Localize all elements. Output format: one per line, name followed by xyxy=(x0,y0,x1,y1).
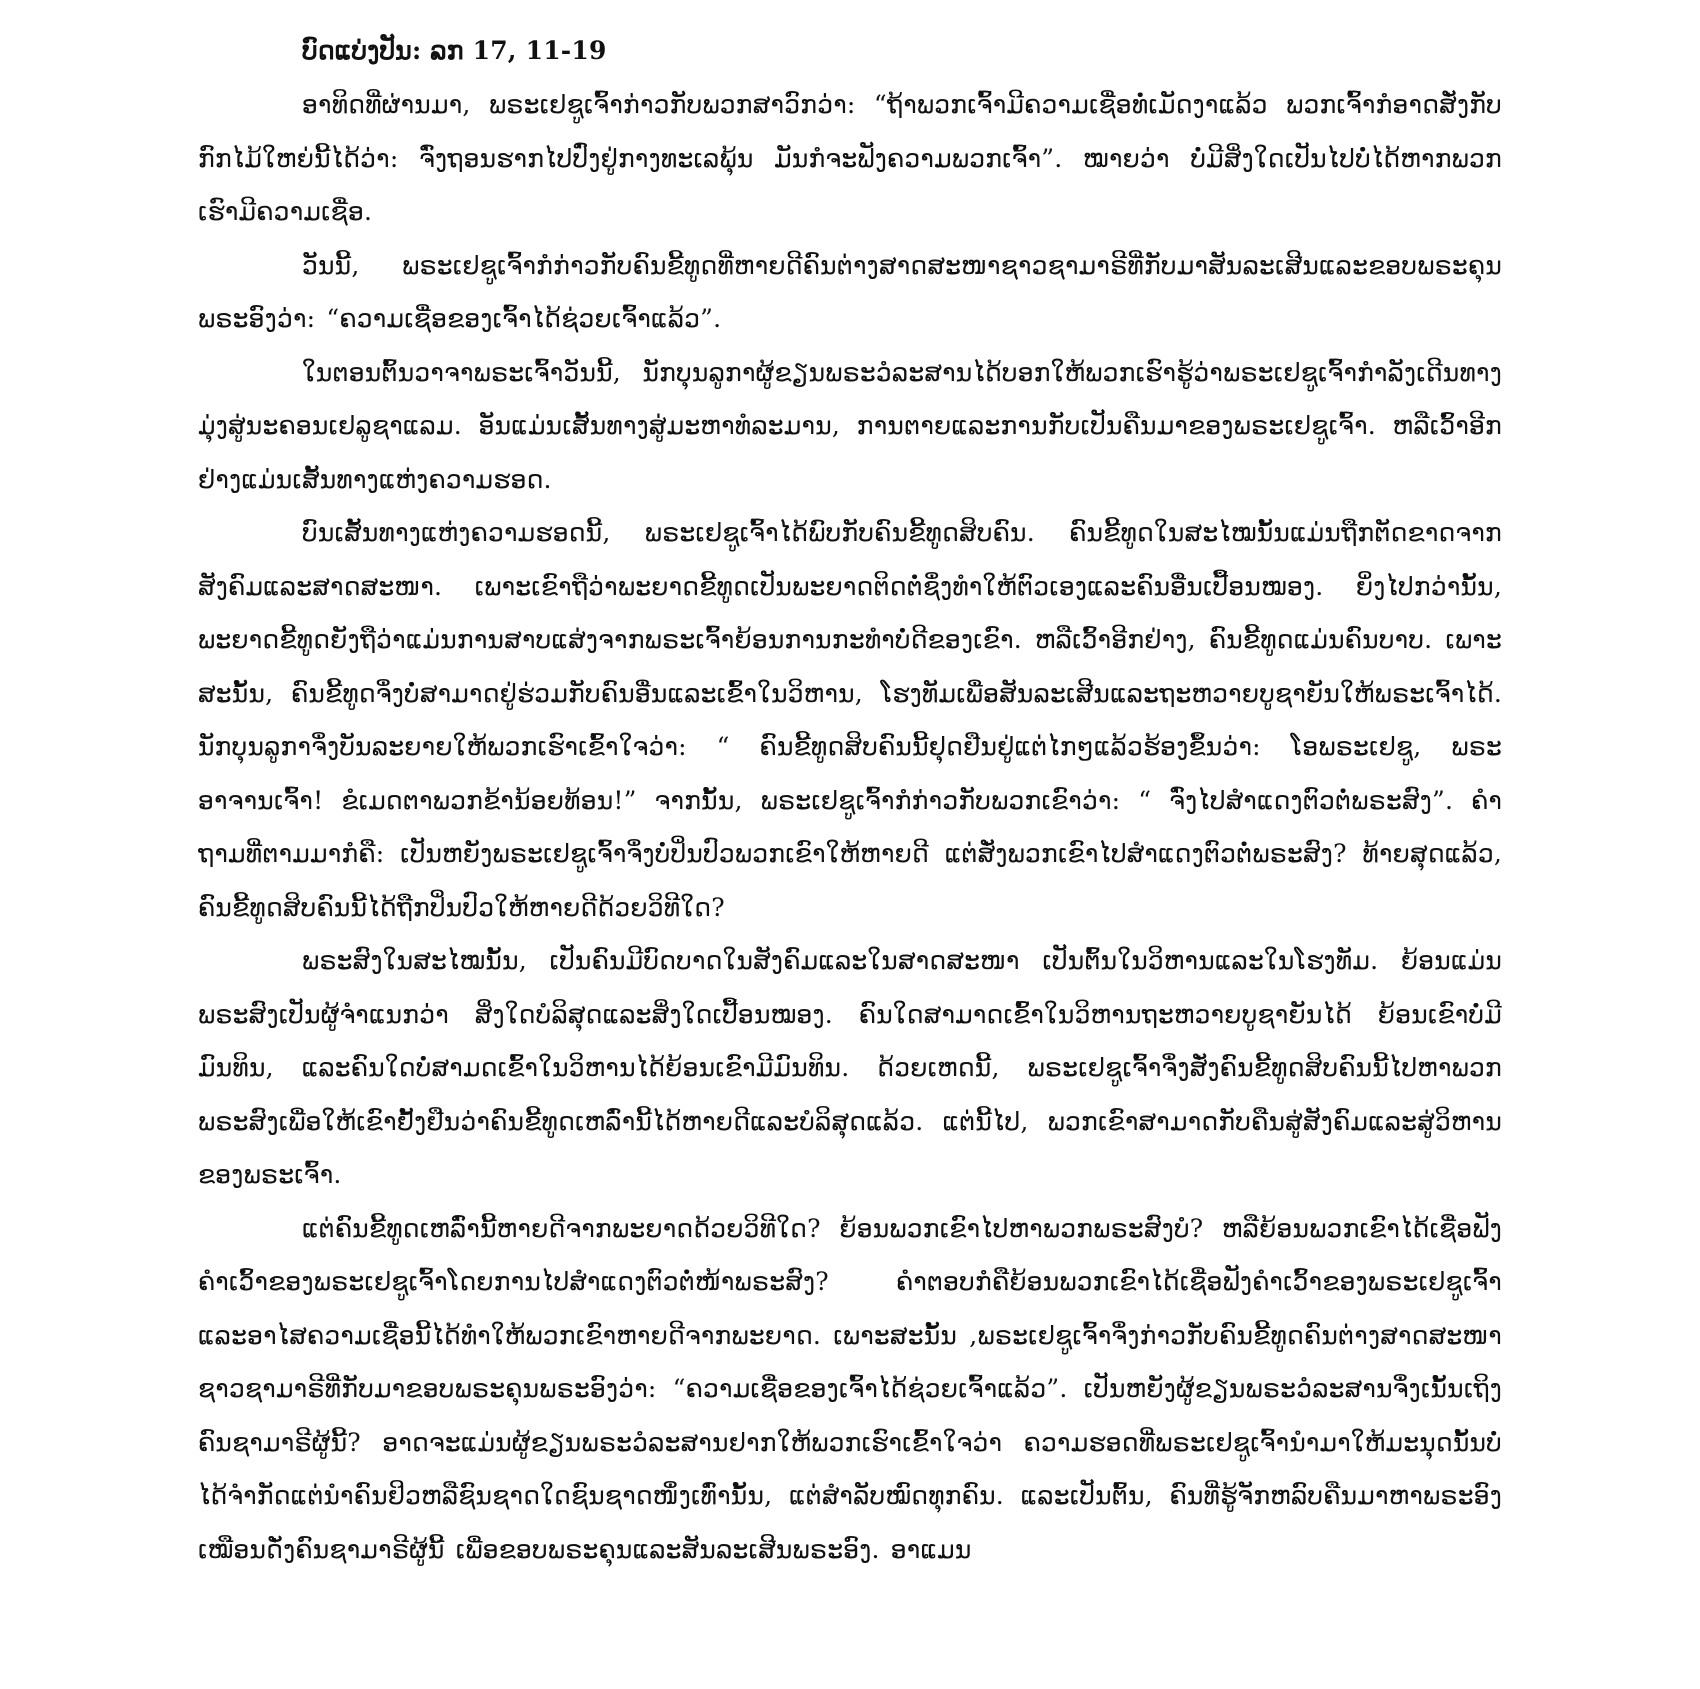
paragraph-2: ວັນນີ້, ພຣະເຢຊູເຈົ້າກໍກ່າວກັບຄົນຂີ້ທູດທີ່ຫາຍດີຄົນຕ່າງສາດສະໜາຊາວຊາມາຣີທີ່ກັບມາສັນລະເສີນແລະຂອບພຣະຄຸນພຣະອົງວ່າ: “ຄວາມເຊື່ອຂອງເຈົ້າໄດ້ຊ່ວຍເຈົ້າແລ້ວ”. xyxy=(198,250,1502,333)
paragraph-5: ພຣະສົງໃນສະໄໝນັ້ນ, ເປັນຄົນມີບົດບາດໃນສັງຄົມແລະໃນສາດສະໜາ ເປັນຕົ້ນໃນວິຫານແລະໃນໂຮງທັມ. ຍ້ອນແມ່ນພຣະສົງເປັນຜູ້ຈຳແນກວ່າ ສິ່ງໃດບໍລິສຸດແລະສິ່ງໃດເປື້ອນໝອງ. ຄົນໃດສາມາດເຂົ້າໃນວິຫານຖະຫວາຍບູຊາຍັນໄດ້ ຍ້ອນເຂົາບໍ່ມີມົນທິນ, ແລະຄົນໃດບໍ່ສາມດເຂົ້າໃນວິຫານໄດ້ຍ້ອນເຂົາມີມົນທິນ. ດ້ວຍເຫດນີ້, ພຣະເຢຊູເຈົ້າຈຶ່ງສັ່ງຄົນຂີ້ທູດສິບຄົນນີ້ໄປຫາພວກພຣະສົງເພື່ອໃຫ້ເຂົາຢັ້ງຢືນວ່າຄົນຂີ້ທູດເຫລົ່ານີ້ໄດ້ຫາຍດີແລະບໍລິສຸດແລ້ວ. ແຕ່ນີ້ໄປ, ພວກເຂົາສາມາດກັບຄືນສູ່ສັງຄົມແລະສູ່ວິຫານຂອງພຣະເຈົ້າ. xyxy=(198,946,1502,1189)
homily-text xyxy=(198,34,1502,1576)
paragraph-3: ໃນຕອນຕົ້ນວາຈາພຣະເຈົ້າວັນນີ້, ນັກບຸນລູກາຜູ້ຂຽນພຣະວໍລະສານໄດ້ບອກໃຫ້ພວກເຮົາຮູ້ວ່າພຣະເຢຊູເຈົ້າກຳລັງເດີນທາງມຸ່ງສູ່ນະຄອນເຢລູຊາແລມ. ອັນແມ່ນເສັ້ນທາງສູ່ມະຫາທໍລະມານ, ການຕາຍແລະການກັບເປັນຄືນມາຂອງພຣະເຢຊູເຈົ້າ. ຫລືເວົ້າອີກຢ່າງແມ່ນເສັ້ນທາງແຫ່ງຄວາມຮອດ. xyxy=(198,357,1502,494)
homily-heading: ບົດແບ່ງປັນ: ລກ 17, 11-19 xyxy=(302,36,607,65)
paragraph-6: ແຕ່ຄົນຂີ້ທູດເຫລົ່ານີ້ຫາຍດີຈາກພະຍາດດ້ວຍວິທີໃດ? ຍ້ອນພວກເຂົາໄປຫາພວກພຣະສົງບໍ? ຫລືຍ້ອນພວກເຂົາໄດ້ເຊື່ອຟັງຄຳເວົ້າຂອງພຣະເຢຊູເຈົ້າໂດຍການໄປສຳແດງຕົວຕໍ່ໜ້າພຣະສົງ? ຄຳຕອບກໍຄືຍ້ອນພວກເຂົາໄດ້ເຊື່ອຟັງຄຳເວົ້າຂອງພຣະເຢຊູເຈົ້າ ແລະອາໄສຄວາມເຊື່ອນີ້ໄດ້ທຳໃຫ້ພວກເຂົາຫາຍດີຈາກພະຍາດ. ເພາະສະນັ້ນ ,ພຣະເຢຊູເຈົ້າຈຶ່ງກ່າວກັບຄົນຂີ້ທູດຄົນຕ່າງສາດສະໜາຊາວຊາມາຣີທີ່ກັບມາຂອບພຣະຄຸນພຣະອົງວ່າ: “ຄວາມເຊື່ອຂອງເຈົ້າໄດ້ຊ່ວຍເຈົ້າແລ້ວ”. ເປັນຫຍັງຜູ້ຂຽນພຣະວໍລະສານຈຶ່ງເນັ້ນເຖິງຄົນຊາມາຣີຜູ້ນີ້? ອາດຈະແມ່ນຜູ້ຂຽນພຣະວໍລະສານຢາກໃຫ້ພວກເຮົາເຂົ້າໃຈວ່າ ຄວາມຮອດທີ່ພຣະເຢຊູເຈົ້ານຳມາໃຫ້ມະນຸດນັ້ນບໍ່ໄດ້ຈຳກັດແຕ່ນຳຄົນຢິວຫລືຊົນຊາດໃດຊົນຊາດໜຶ່ງເທົ່ານັ້ນ, ແຕ່ສຳລັບໝົດທຸກຄົນ. ແລະເປັນຕົ້ນ, ຄົນທີ່ຮູ້ຈັກຫລົບຄືນມາຫາພຣະອົງເໝືອນດັ່ງຄົນຊາມາຣີຜູ້ນີ້ ເພື່ອຂອບພຣະຄຸນແລະສັນລະເສີນພຣະອົງ. ອາແມນ xyxy=(198,1213,1502,1564)
paragraph-1: ອາທິດທີ່ຜ່ານມາ, ພຣະເຢຊູເຈົ້າກ່າວກັບພວກສາວົກວ່າ: “ຖ້າພວກເຈົ້າມີຄວາມເຊື່ອທໍ່ເມັດງາແລ້ວ ພວກເຈົ້າກໍອາດສັ່ງກັບກົກໄມ້ໃຫຍ່ນີ້ໄດ້ວ່າ: ຈົ່ງຖອນຮາກໄປປົ່ງຢູ່ກາງທະເລພຸ້ນ ມັນກໍຈະຟັງຄວາມພວກເຈົ້າ”. ໝາຍວ່າ ບໍ່ມີສິ່ງໃດເປັນໄປບໍ່ໄດ້ຫາກພວກເຮົາມີຄວາມເຊື່ອ. xyxy=(198,90,1502,226)
paragraph-4: ບົນເສັ້ນທາງແຫ່ງຄວາມຮອດນີ້, ພຣະເຢຊູເຈົ້າໄດ້ພົບກັບຄົນຂີ້ທູດສິບຄົນ. ຄົນຂີ້ທູດໃນສະໄໝນັ້ນແມ່ນຖືກຕັດຂາດຈາກສັງຄົມແລະສາດສະໜາ. ເພາະເຂົາຖືວ່າພະຍາດຂີ້ທູດເປັນພະຍາດຕິດຕໍ່ຊຶ່ງທຳໃຫ້ຕົວເອງແລະຄົນອື່ນເປື້ອນໝອງ. ຍິ່ງໄປກວ່ານັ້ນ, ພະຍາດຂີ້ທູດຍັງຖືວ່າແມ່ນການສາບແສ່ງຈາກພຣະເຈົ້າຍ້ອນການກະທຳບໍ່ດີຂອງເຂົາ. ຫລືເວົ້າອີກຢ່າງ, ຄົນຂີ້ທູດແມ່ນຄົນບາບ. ເພາະສະນັ້ນ, ຄົນຂີ້ທູດຈຶ່ງບໍ່ສາມາດຢູ່ຮ່ວມກັບຄົນອື່ນແລະເຂົ້າໃນວິຫານ, ໂຮງທັມເພື່ອສັນລະເສີນແລະຖະຫວາຍບູຊາຍັນໃຫ້ພຣະເຈົ້າໄດ້. ນັກບຸນລູກາຈຶ່ງບັນລະຍາຍໃຫ້ພວກເຮົາເຂົ້າໃຈວ່າ: “ ຄົນຂີ້ທູດສິບຄົນນີ້ຢຸດຢືນຢູ່ແຕ່ໄກໆແລ້ວຮ້ອງຂຶ້ນວ່າ: ໂອພຣະເຢຊູ, ພຣະອາຈານເຈົ້າ! ຂໍເມດຕາພວກຂ້ານ້ອຍທ້ອນ!” ຈາກນັ້ນ, ພຣະເຢຊູເຈົ້າກໍກ່າວກັບພວກເຂົາວ່າ: “ ຈົ່ງໄປສຳແດງຕົວຕໍ່ພຣະສົງ”. ຄຳຖາມທີ່ຕາມມາກໍຄື: ເປັນຫຍັງພຣະເຢຊູເຈົ້າຈຶ່ງບໍ່ປິ່ນປົວພວກເຂົາໃຫ້ຫາຍດີ ແຕ່ສັ່ງພວກເຂົາໄປສຳແດງຕົວຕໍ່ພຣະສົງ? ທ້າຍສຸດແລ້ວ, ຄົນຂີ້ທູດສິບຄົນນີ້ໄດ້ຖືກປິ່ນປົວໃຫ້ຫາຍດີດ້ວຍວິທີໃດ? xyxy=(198,518,1502,922)
